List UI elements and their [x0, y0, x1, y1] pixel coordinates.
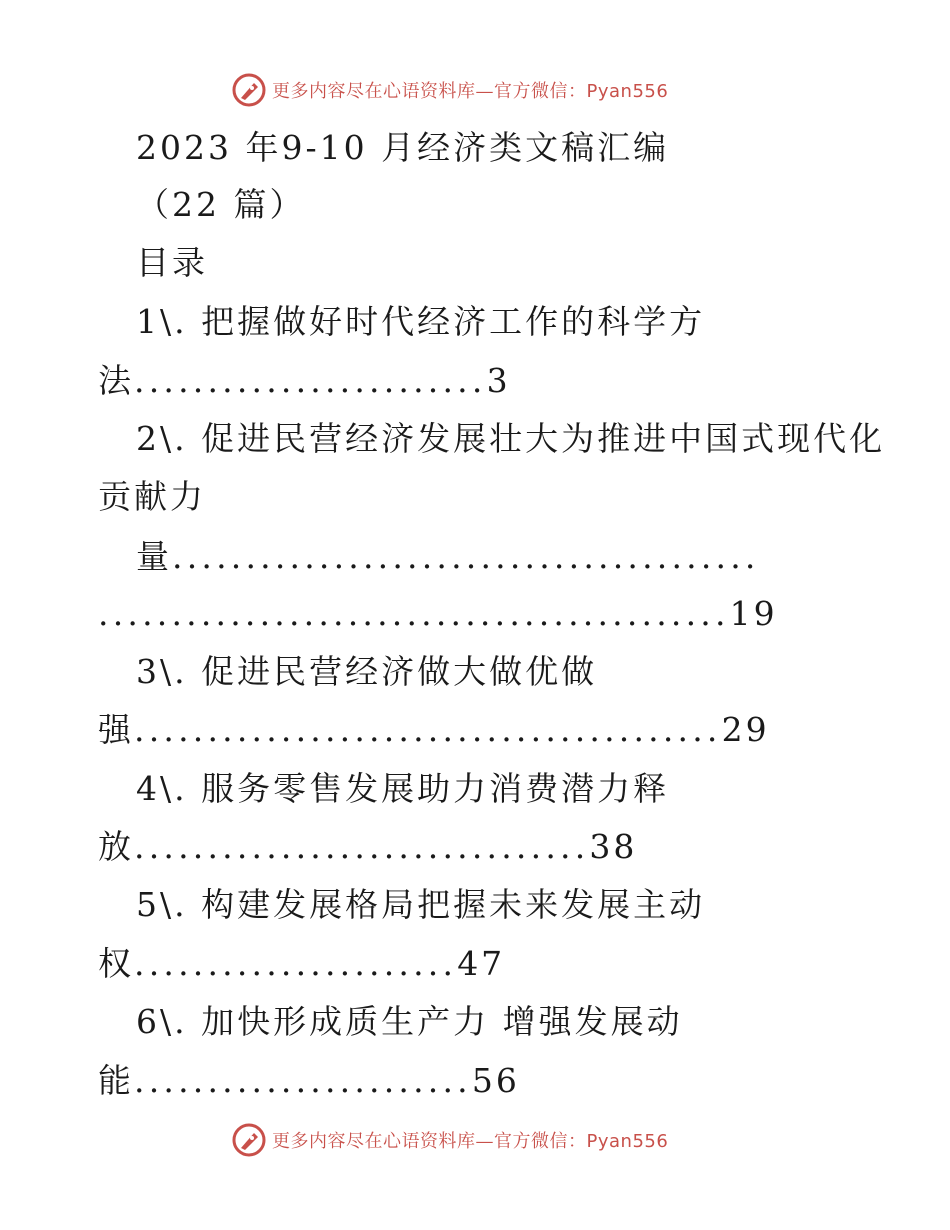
toc-entry-5-page: 47 [457, 944, 506, 983]
toc-entry-1-page: 3 [486, 361, 511, 400]
toc-entry-2-leader[interactable]: 量........................................ [136, 537, 760, 576]
toc-entry-1-leader[interactable]: 法........................3 [98, 361, 511, 400]
toc-entry-3-leader[interactable]: 强........................................29 [98, 710, 770, 749]
toc-entry-2-title[interactable]: 2\. 促进民营经济发展壮大为推进中国式现代化 [136, 419, 886, 458]
toc-entry-1-title[interactable]: 1\. 把握做好时代经济工作的科学方 [136, 302, 706, 341]
toc-entry-3-title[interactable]: 3\. 促进民营经济做大做优做 [136, 652, 598, 691]
toc-entry-4-page: 38 [589, 827, 638, 866]
toc-entry-2-page: 19 [729, 594, 778, 633]
toc-entry-2-title-cont[interactable]: 贡献力 [98, 477, 206, 516]
toc-entry-6-page: 56 [471, 1061, 520, 1100]
toc-entry-6-title[interactable]: 6\. 加快形成质生产力 增强发展动 [136, 1002, 683, 1041]
banner-text: 更多内容尽在心语资料库—官方微信：Pyan556 [272, 1131, 669, 1152]
toc-entry-6-leader[interactable]: 能.......................56 [98, 1061, 520, 1100]
toc-entry-3-page: 29 [721, 710, 770, 749]
toc-entry-4-title[interactable]: 4\. 服务零售发展助力消费潜力释 [136, 769, 670, 808]
document-count: （22 篇） [136, 185, 306, 224]
toc-heading: 目录 [136, 243, 208, 282]
header-banner [232, 70, 668, 110]
toc-entry-2-leader-cont[interactable]: ...........................................19 [98, 594, 778, 633]
document-title: 2023 年9-10 月经济类文稿汇编 [136, 128, 670, 167]
toc-entry-5-title[interactable]: 5\. 构建发展格局把握未来发展主动 [136, 885, 706, 924]
pen-nib-logo-icon [232, 1123, 266, 1157]
footer-banner [232, 1120, 668, 1160]
toc-entry-4-leader[interactable]: 放...............................38 [98, 827, 638, 866]
pen-nib-logo-icon [232, 73, 266, 107]
banner-text: 更多内容尽在心语资料库—官方微信：Pyan556 [272, 81, 669, 102]
toc-entry-5-leader[interactable]: 权......................47 [98, 944, 506, 983]
